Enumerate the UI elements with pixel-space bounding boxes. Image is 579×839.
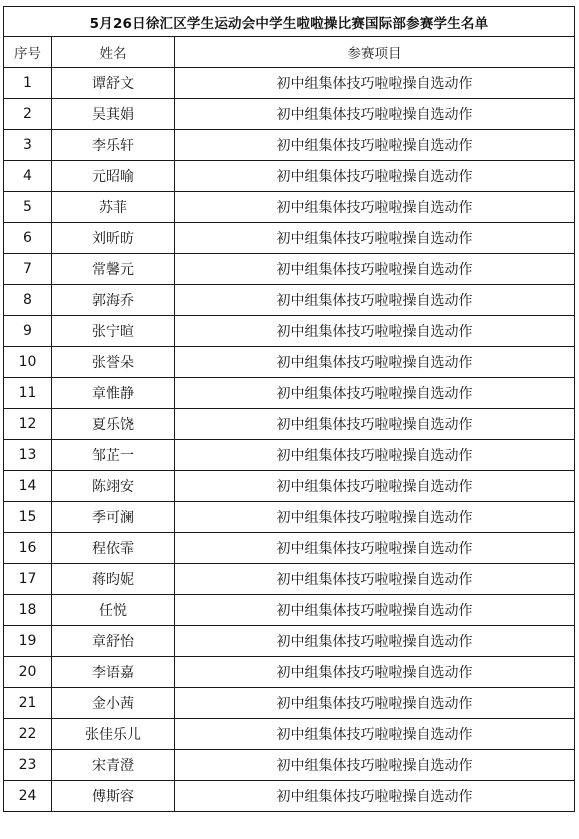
table-row: [4, 595, 575, 626]
row-serial-number: 24: [4, 781, 52, 812]
row-serial-number: 2: [4, 99, 52, 130]
table-row: [4, 502, 575, 533]
row-serial-number: 7: [4, 254, 52, 285]
row-serial-number: 10: [4, 347, 52, 378]
row-student-name: 吴萁娟: [52, 99, 175, 130]
table-row: [4, 316, 575, 347]
row-serial-number: 11: [4, 378, 52, 409]
row-event: 初中组集体技巧啦啦操自选动作: [175, 130, 575, 161]
row-serial-number: 9: [4, 316, 52, 347]
row-serial-number: 17: [4, 564, 52, 595]
row-event: 初中组集体技巧啦啦操自选动作: [175, 99, 575, 130]
row-student-name: 程依霏: [52, 533, 175, 564]
row-student-name: 郭海乔: [52, 285, 175, 316]
row-student-name: 章惟静: [52, 378, 175, 409]
row-event: 初中组集体技巧啦啦操自选动作: [175, 68, 575, 99]
row-serial-number: 5: [4, 192, 52, 223]
row-event: 初中组集体技巧啦啦操自选动作: [175, 533, 575, 564]
table-row: [4, 130, 575, 161]
table-row: [4, 223, 575, 254]
row-serial-number: 18: [4, 595, 52, 626]
row-serial-number: 1: [4, 68, 52, 99]
table-row: [4, 347, 575, 378]
row-serial-number: 21: [4, 688, 52, 719]
table-row: [4, 409, 575, 440]
row-event: 初中组集体技巧啦啦操自选动作: [175, 626, 575, 657]
row-serial-number: 6: [4, 223, 52, 254]
row-serial-number: 20: [4, 657, 52, 688]
row-event: 初中组集体技巧啦啦操自选动作: [175, 688, 575, 719]
row-student-name: 章舒怡: [52, 626, 175, 657]
row-serial-number: 16: [4, 533, 52, 564]
table-row: [4, 192, 575, 223]
row-serial-number: 4: [4, 161, 52, 192]
row-event: 初中组集体技巧啦啦操自选动作: [175, 409, 575, 440]
row-student-name: 李乐轩: [52, 130, 175, 161]
header-event: 参赛项目: [175, 37, 575, 68]
table-row: [4, 161, 575, 192]
row-event: 初中组集体技巧啦啦操自选动作: [175, 161, 575, 192]
row-serial-number: 15: [4, 502, 52, 533]
row-event: 初中组集体技巧啦啦操自选动作: [175, 657, 575, 688]
row-student-name: 李语嘉: [52, 657, 175, 688]
row-serial-number: 14: [4, 471, 52, 502]
table-row: [4, 285, 575, 316]
table-body: [4, 68, 575, 812]
row-event: 初中组集体技巧啦啦操自选动作: [175, 471, 575, 502]
row-event: 初中组集体技巧啦啦操自选动作: [175, 192, 575, 223]
header-student-name: 姓名: [52, 37, 175, 68]
row-student-name: 金小茜: [52, 688, 175, 719]
row-serial-number: 3: [4, 130, 52, 161]
row-event: 初中组集体技巧啦啦操自选动作: [175, 440, 575, 471]
row-student-name: 傅斯容: [52, 781, 175, 812]
row-student-name: 任悦: [52, 595, 175, 626]
table-row: [4, 657, 575, 688]
row-event: 初中组集体技巧啦啦操自选动作: [175, 285, 575, 316]
row-serial-number: 8: [4, 285, 52, 316]
row-student-name: 夏乐饶: [52, 409, 175, 440]
row-student-name: 元昭喻: [52, 161, 175, 192]
table-row: [4, 440, 575, 471]
row-event: 初中组集体技巧啦啦操自选动作: [175, 502, 575, 533]
row-student-name: 邹芷一: [52, 440, 175, 471]
table-row: [4, 564, 575, 595]
row-student-name: 苏菲: [52, 192, 175, 223]
row-event: 初中组集体技巧啦啦操自选动作: [175, 316, 575, 347]
participant-roster-table: [3, 6, 575, 812]
table-row: [4, 254, 575, 285]
row-student-name: 谭舒文: [52, 68, 175, 99]
table-row: [4, 378, 575, 409]
table-row: [4, 688, 575, 719]
table-row: [4, 533, 575, 564]
row-serial-number: 23: [4, 750, 52, 781]
title-row: [4, 7, 575, 37]
header-row: [4, 37, 575, 68]
row-event: 初中组集体技巧啦啦操自选动作: [175, 378, 575, 409]
table-row: [4, 781, 575, 812]
table-row: [4, 68, 575, 99]
row-student-name: 刘昕昉: [52, 223, 175, 254]
row-student-name: 张誉朵: [52, 347, 175, 378]
table-row: [4, 626, 575, 657]
row-event: 初中组集体技巧啦啦操自选动作: [175, 781, 575, 812]
table-row: [4, 99, 575, 130]
table-row: [4, 719, 575, 750]
document-title: 5月26日徐汇区学生运动会中学生啦啦操比赛国际部参赛学生名单: [4, 7, 575, 37]
table-head: [4, 7, 575, 68]
row-event: 初中组集体技巧啦啦操自选动作: [175, 223, 575, 254]
row-student-name: 常馨元: [52, 254, 175, 285]
row-student-name: 陈翊安: [52, 471, 175, 502]
header-serial-number: 序号: [4, 37, 52, 68]
row-serial-number: 22: [4, 719, 52, 750]
row-serial-number: 12: [4, 409, 52, 440]
row-student-name: 蒋昀妮: [52, 564, 175, 595]
row-student-name: 张宁暄: [52, 316, 175, 347]
row-student-name: 季可澜: [52, 502, 175, 533]
row-event: 初中组集体技巧啦啦操自选动作: [175, 254, 575, 285]
row-event: 初中组集体技巧啦啦操自选动作: [175, 719, 575, 750]
table-row: [4, 471, 575, 502]
row-event: 初中组集体技巧啦啦操自选动作: [175, 564, 575, 595]
row-student-name: 宋青澄: [52, 750, 175, 781]
table-row: [4, 750, 575, 781]
row-event: 初中组集体技巧啦啦操自选动作: [175, 347, 575, 378]
row-serial-number: 19: [4, 626, 52, 657]
row-student-name: 张佳乐儿: [52, 719, 175, 750]
row-serial-number: 13: [4, 440, 52, 471]
row-event: 初中组集体技巧啦啦操自选动作: [175, 750, 575, 781]
row-event: 初中组集体技巧啦啦操自选动作: [175, 595, 575, 626]
